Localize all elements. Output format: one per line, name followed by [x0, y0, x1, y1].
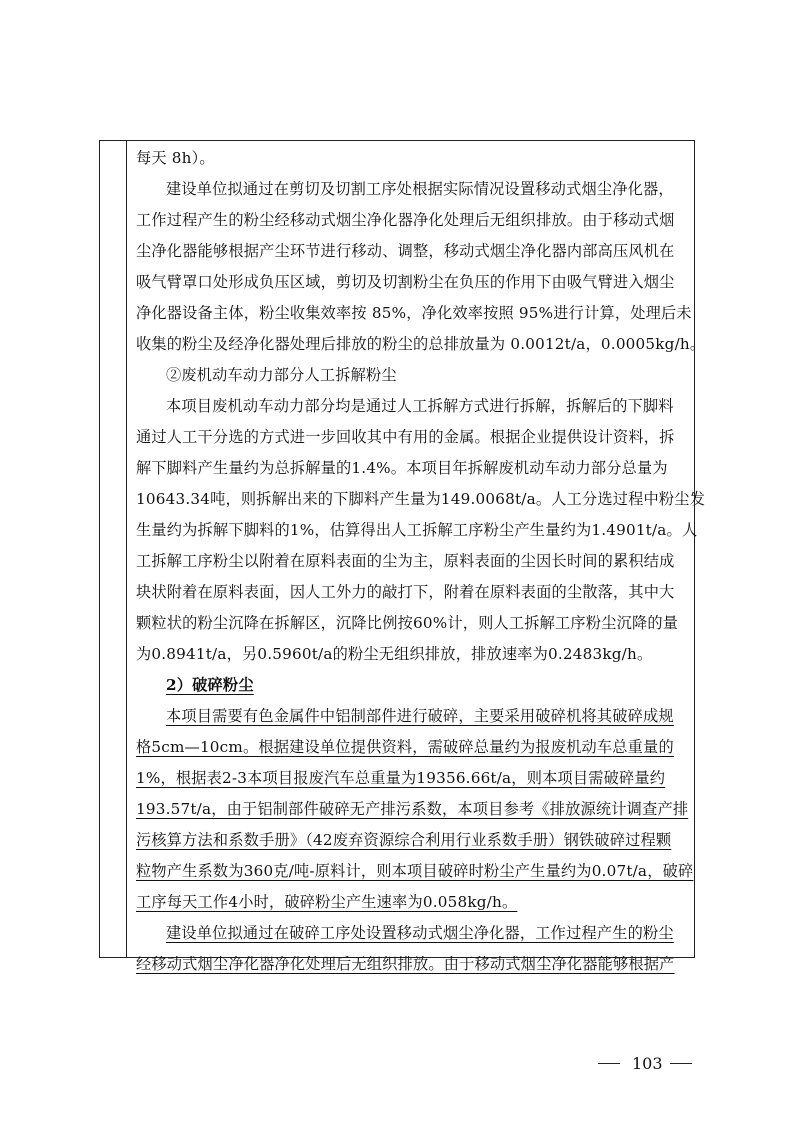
text-line: 尘净化器能够根据产尘环节进行移动、调整，移动式烟尘净化器内部高压风机在 [136, 242, 675, 260]
paragraph-start: 本项目废机动车动力部分均是通过人工拆解方式进行拆解，拆解后的下脚料 [166, 397, 674, 415]
footer-dash-right [670, 1063, 692, 1064]
text-body [136, 143, 706, 980]
text-line: 10643.34吨，则拆解出来的下脚料产生量为149.0068t/a。人工分选过程中粉尘发 [136, 490, 706, 508]
text-line: 吸气臂罩口处形成负压区域，剪切及切割粉尘在负压的作用下由吸气臂进入烟尘 [136, 273, 675, 291]
text-line: 解下脚料产生量约为总拆解量的1.4%。本项目年拆解废机动车动力部分总量为 [136, 459, 668, 477]
page-footer [0, 1052, 793, 1076]
text-line: 每天 8h）。 [136, 149, 215, 167]
text-line [136, 763, 694, 794]
left-column-divider [126, 141, 127, 957]
footer-dash-left [598, 1063, 620, 1064]
content-table [99, 140, 706, 973]
text-line: 为0.8941t/a，另0.5960t/a的粉尘无组织排放，排放速率为0.2483kg/h。 [136, 645, 653, 663]
section-heading [136, 670, 694, 701]
underlined-text: 污核算方法和系数手册》（42废弃资源综合利用行业系数手册）钢铁破碎过程颗 [136, 831, 672, 849]
text-line [136, 732, 694, 763]
text-line: 块状附着在原料表面，因人工外力的敲打下，附着在原料表面的尘散落，其中大 [136, 583, 675, 601]
underlined-text: 经移动式烟尘净化器净化处理后无组织排放。由于移动式烟尘净化器能够根据产 [136, 955, 675, 973]
text-line: 收集的粉尘及经净化器处理后排放的粉尘的总排放量为 0.0012t/a，0.0005kg/h。 [136, 335, 706, 353]
text-line: 通过人工干分选的方式进一步回收其中有用的金属。根据企业提供设计资料，拆 [136, 428, 675, 446]
text-line [136, 794, 694, 825]
underlined-text: 1%，根据表2-3本项目报废汽车总重量为19356.66t/a，则本项目需破碎量约 [136, 769, 666, 787]
text-line: 净化器设备主体，粉尘收集效率按 85%，净化效率按照 95%进行计算，处理后未 [136, 304, 692, 322]
text-line [136, 825, 694, 856]
text-line: 工作过程产生的粉尘经移动式烟尘净化器净化处理后无组织排放。由于移动式烟 [136, 211, 675, 229]
underlined-text: 建设单位拟通过在破碎工序处设置移动式烟尘净化器，工作过程产生的粉尘 [166, 924, 674, 942]
text-line [136, 856, 694, 887]
section-heading-text: 2）破碎粉尘 [166, 676, 254, 694]
text-line: 颗粒状的粉尘沉降在拆解区，沉降比例按60%计，则人工拆解工序粉尘沉降的量 [136, 614, 679, 632]
paragraph-start [136, 918, 694, 949]
paragraph-start: 建设单位拟通过在剪切及切割工序处根据实际情况设置移动式烟尘净化器， [166, 180, 674, 198]
text-line [136, 887, 694, 918]
underlined-text: 格5cm—10cm。根据建设单位提供资料，需破碎总量约为报废机动车总重量的 [136, 738, 674, 756]
subsection-heading: ②废机动车动力部分人工拆解粉尘 [166, 366, 397, 384]
underlined-text: 工序每天工作4小时，破碎粉尘产生速率为0.058kg/h。 [136, 893, 518, 911]
underlined-text: 本项目需要有色金属件中铝制部件进行破碎，主要采用破碎机将其破碎成规 [166, 707, 674, 725]
text-line [136, 949, 694, 980]
underlined-text: 193.57t/a，由于铝制部件破碎无产排污系数，本项目参考《排放源统计调查产排 [136, 800, 689, 818]
page-number: 103 [632, 1054, 663, 1073]
text-line: 生量约为拆解下脚料的1%，估算得出人工拆解工序粉尘产生量约为1.4901t/a。人 [136, 521, 698, 539]
paragraph-start [136, 701, 694, 732]
text-line: 工拆解工序粉尘以附着在原料表面的尘为主，原料表面的尘因长时间的累积结成 [136, 552, 675, 570]
underlined-text: 粒物产生系数为360克/吨-原料计，则本项目破碎时粉尘产生量约为0.07t/a，破碎 [136, 862, 694, 880]
